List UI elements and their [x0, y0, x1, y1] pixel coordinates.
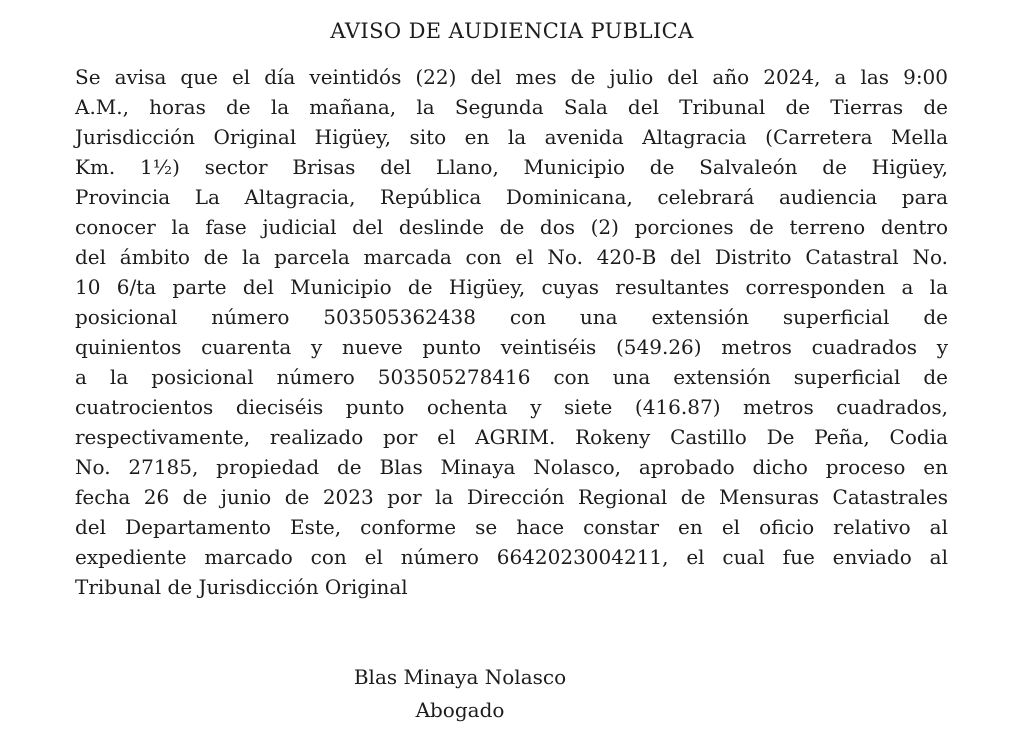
- body-line: Tribunal de Jurisdicción Original: [75, 575, 408, 599]
- body-line: del ámbito de la parcela marcada con el No. 420-B del Distrito Catastral No.: [75, 245, 948, 269]
- body-line: posicional número 503505362438 con una extensión superficial de: [75, 305, 948, 329]
- body-line: No. 27185, propiedad de Blas Minaya Nolasco, aprobado dicho proceso en: [75, 455, 948, 479]
- body-line: Provincia La Altagracia, República Dominicana, celebrará audiencia para: [75, 185, 948, 209]
- signature-name: Blas Minaya Nolasco: [353, 665, 567, 689]
- body-line: Se avisa que el día veintidós (22) del mes de julio del año 2024, a las 9:00: [75, 65, 948, 89]
- notice-title: AVISO DE AUDIENCIA PUBLICA: [330, 19, 694, 43]
- notice-body: [75, 62, 948, 602]
- signature-role: Abogado: [415, 698, 505, 722]
- body-line: cuatrocientos dieciséis punto ochenta y siete (416.87) metros cuadrados,: [75, 395, 948, 419]
- body-line: conocer la fase judicial del deslinde de dos (2) porciones de terreno dentro: [75, 215, 948, 239]
- body-line: respectivamente, realizado por el AGRIM. Rokeny Castillo De Peña, Codia: [75, 425, 948, 449]
- body-line: 10 6/ta parte del Municipio de Higüey, cuyas resultantes corresponden a la: [75, 275, 948, 299]
- body-line: quinientos cuarenta y nueve punto veintiséis (549.26) metros cuadrados y: [75, 335, 948, 359]
- body-line: expediente marcado con el número 6642023004211, el cual fue enviado al: [75, 545, 948, 569]
- body-line: A.M., horas de la mañana, la Segunda Sala del Tribunal de Tierras de: [75, 95, 948, 119]
- body-line: fecha 26 de junio de 2023 por la Dirección Regional de Mensuras Catastrales: [75, 485, 948, 509]
- signature-block: [0, 661, 920, 727]
- body-line: del Departamento Este, conforme se hace constar en el oficio relativo al: [75, 515, 948, 539]
- body-line: Km. 1½) sector Brisas del Llano, Municipio de Salvaleón de Higüey,: [75, 155, 948, 179]
- body-line: a la posicional número 503505278416 con una extensión superficial de: [75, 365, 948, 389]
- body-line: Jurisdicción Original Higüey, sito en la avenida Altagracia (Carretera Mella: [75, 125, 948, 149]
